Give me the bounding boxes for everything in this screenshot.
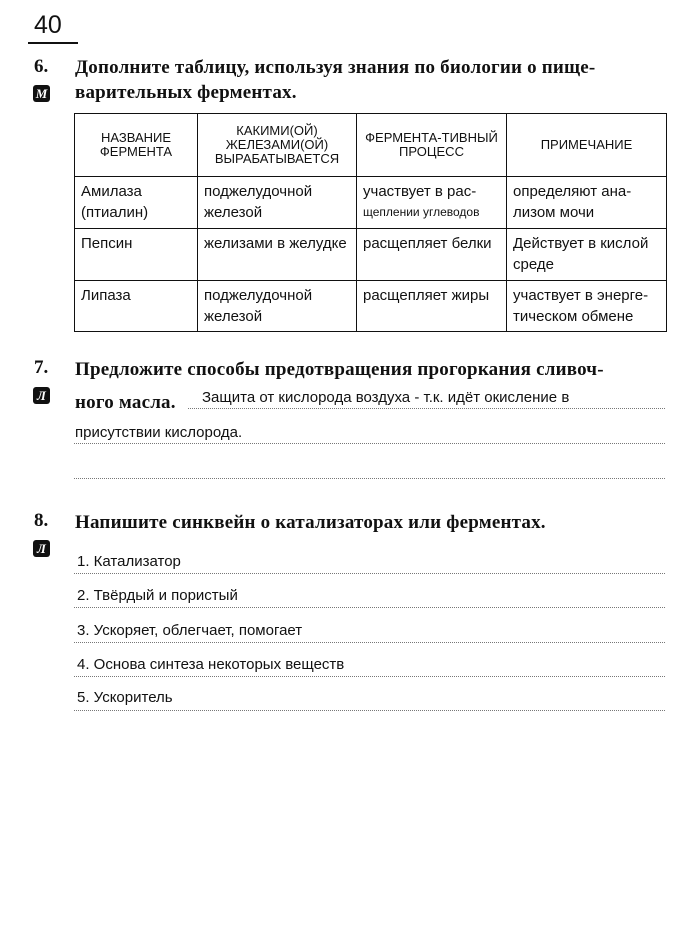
cell-note: участвует в энерге- тическом обмене (507, 281, 667, 332)
cell-glands: поджелудочной железой (198, 177, 357, 229)
task-7-answer-line2: присутствии кислорода. (75, 424, 243, 441)
answer-line (74, 478, 665, 479)
task-8-answer: 3. Ускоряет, облегчает, помогает (77, 622, 303, 639)
header-process: ФЕРМЕНТА-ТИВНЫЙ ПРОЦЕСС (357, 114, 507, 177)
answer-line (188, 408, 665, 409)
header-glands: КАКИМИ(ОЙ) ЖЕЛЕЗАМИ(ОЙ) ВЫРАБАТЫВАЕТСЯ (198, 114, 357, 177)
table-row (75, 177, 667, 229)
table-row (75, 229, 667, 281)
task-8-answer: 1. Катализатор (77, 553, 181, 570)
cell-process-line2: щеплении углеводов (363, 205, 480, 219)
cell-process: расщепляет белки (357, 229, 507, 281)
cell-glands: поджелудочной железой (198, 281, 357, 332)
answer-line (74, 607, 665, 608)
task-8-answer: 4. Основа синтеза некоторых веществ (77, 656, 345, 673)
cell-note: Действует в кислой среде (507, 229, 667, 281)
cell-process (357, 177, 507, 229)
task-6-badge-icon: М (33, 85, 50, 102)
header-note: ПРИМЕЧАНИЕ (507, 114, 667, 177)
answer-line (74, 676, 665, 677)
task-7-answer-line1: Защита от кислорода воздуха - т.к. идёт окисление в (202, 389, 570, 406)
cell-process-line1: участвует в рас- (363, 183, 477, 200)
task-8-number: 8. (34, 510, 49, 531)
task-8-badge-icon: Л (33, 540, 50, 557)
page-number: 40 (34, 11, 62, 39)
cell-glands: желизами в желудке (198, 229, 357, 281)
header-enzyme-name: НАЗВАНИЕ ФЕРМЕНТА (75, 114, 198, 177)
task-7-number: 7. (34, 357, 49, 378)
task-6-text-line1: Дополните таблицу, используя знания по биологии о пище- (75, 57, 596, 78)
enzyme-table (74, 113, 667, 332)
task-6-number: 6. (34, 56, 49, 77)
table-row (75, 281, 667, 332)
task-6-text-line2: варительных ферментах. (75, 82, 297, 103)
answer-line (74, 573, 665, 574)
table-header-row (75, 114, 667, 177)
answer-line (74, 710, 665, 711)
answer-line (74, 642, 665, 643)
task-7-badge-icon: Л (33, 387, 50, 404)
task-8-answer: 2. Твёрдый и пористый (77, 587, 238, 604)
task-7-text-line1: Предложите способы предотвращения прогоркания сливоч- (75, 359, 604, 380)
cell-enzyme-name: Липаза (75, 281, 198, 332)
task-8-answer: 5. Ускоритель (77, 689, 173, 706)
cell-process: расщепляет жиры (357, 281, 507, 332)
cell-enzyme-name: Амилаза (птиалин) (75, 177, 198, 229)
page-number-rule (28, 42, 78, 44)
task-8-text: Напишите синквейн о катализаторах или ферментах. (75, 512, 546, 533)
cell-enzyme-name: Пепсин (75, 229, 198, 281)
task-7-text-line2: ного масла. (75, 392, 176, 413)
answer-line (74, 443, 665, 444)
cell-note: определяют ана- лизом мочи (507, 177, 667, 229)
